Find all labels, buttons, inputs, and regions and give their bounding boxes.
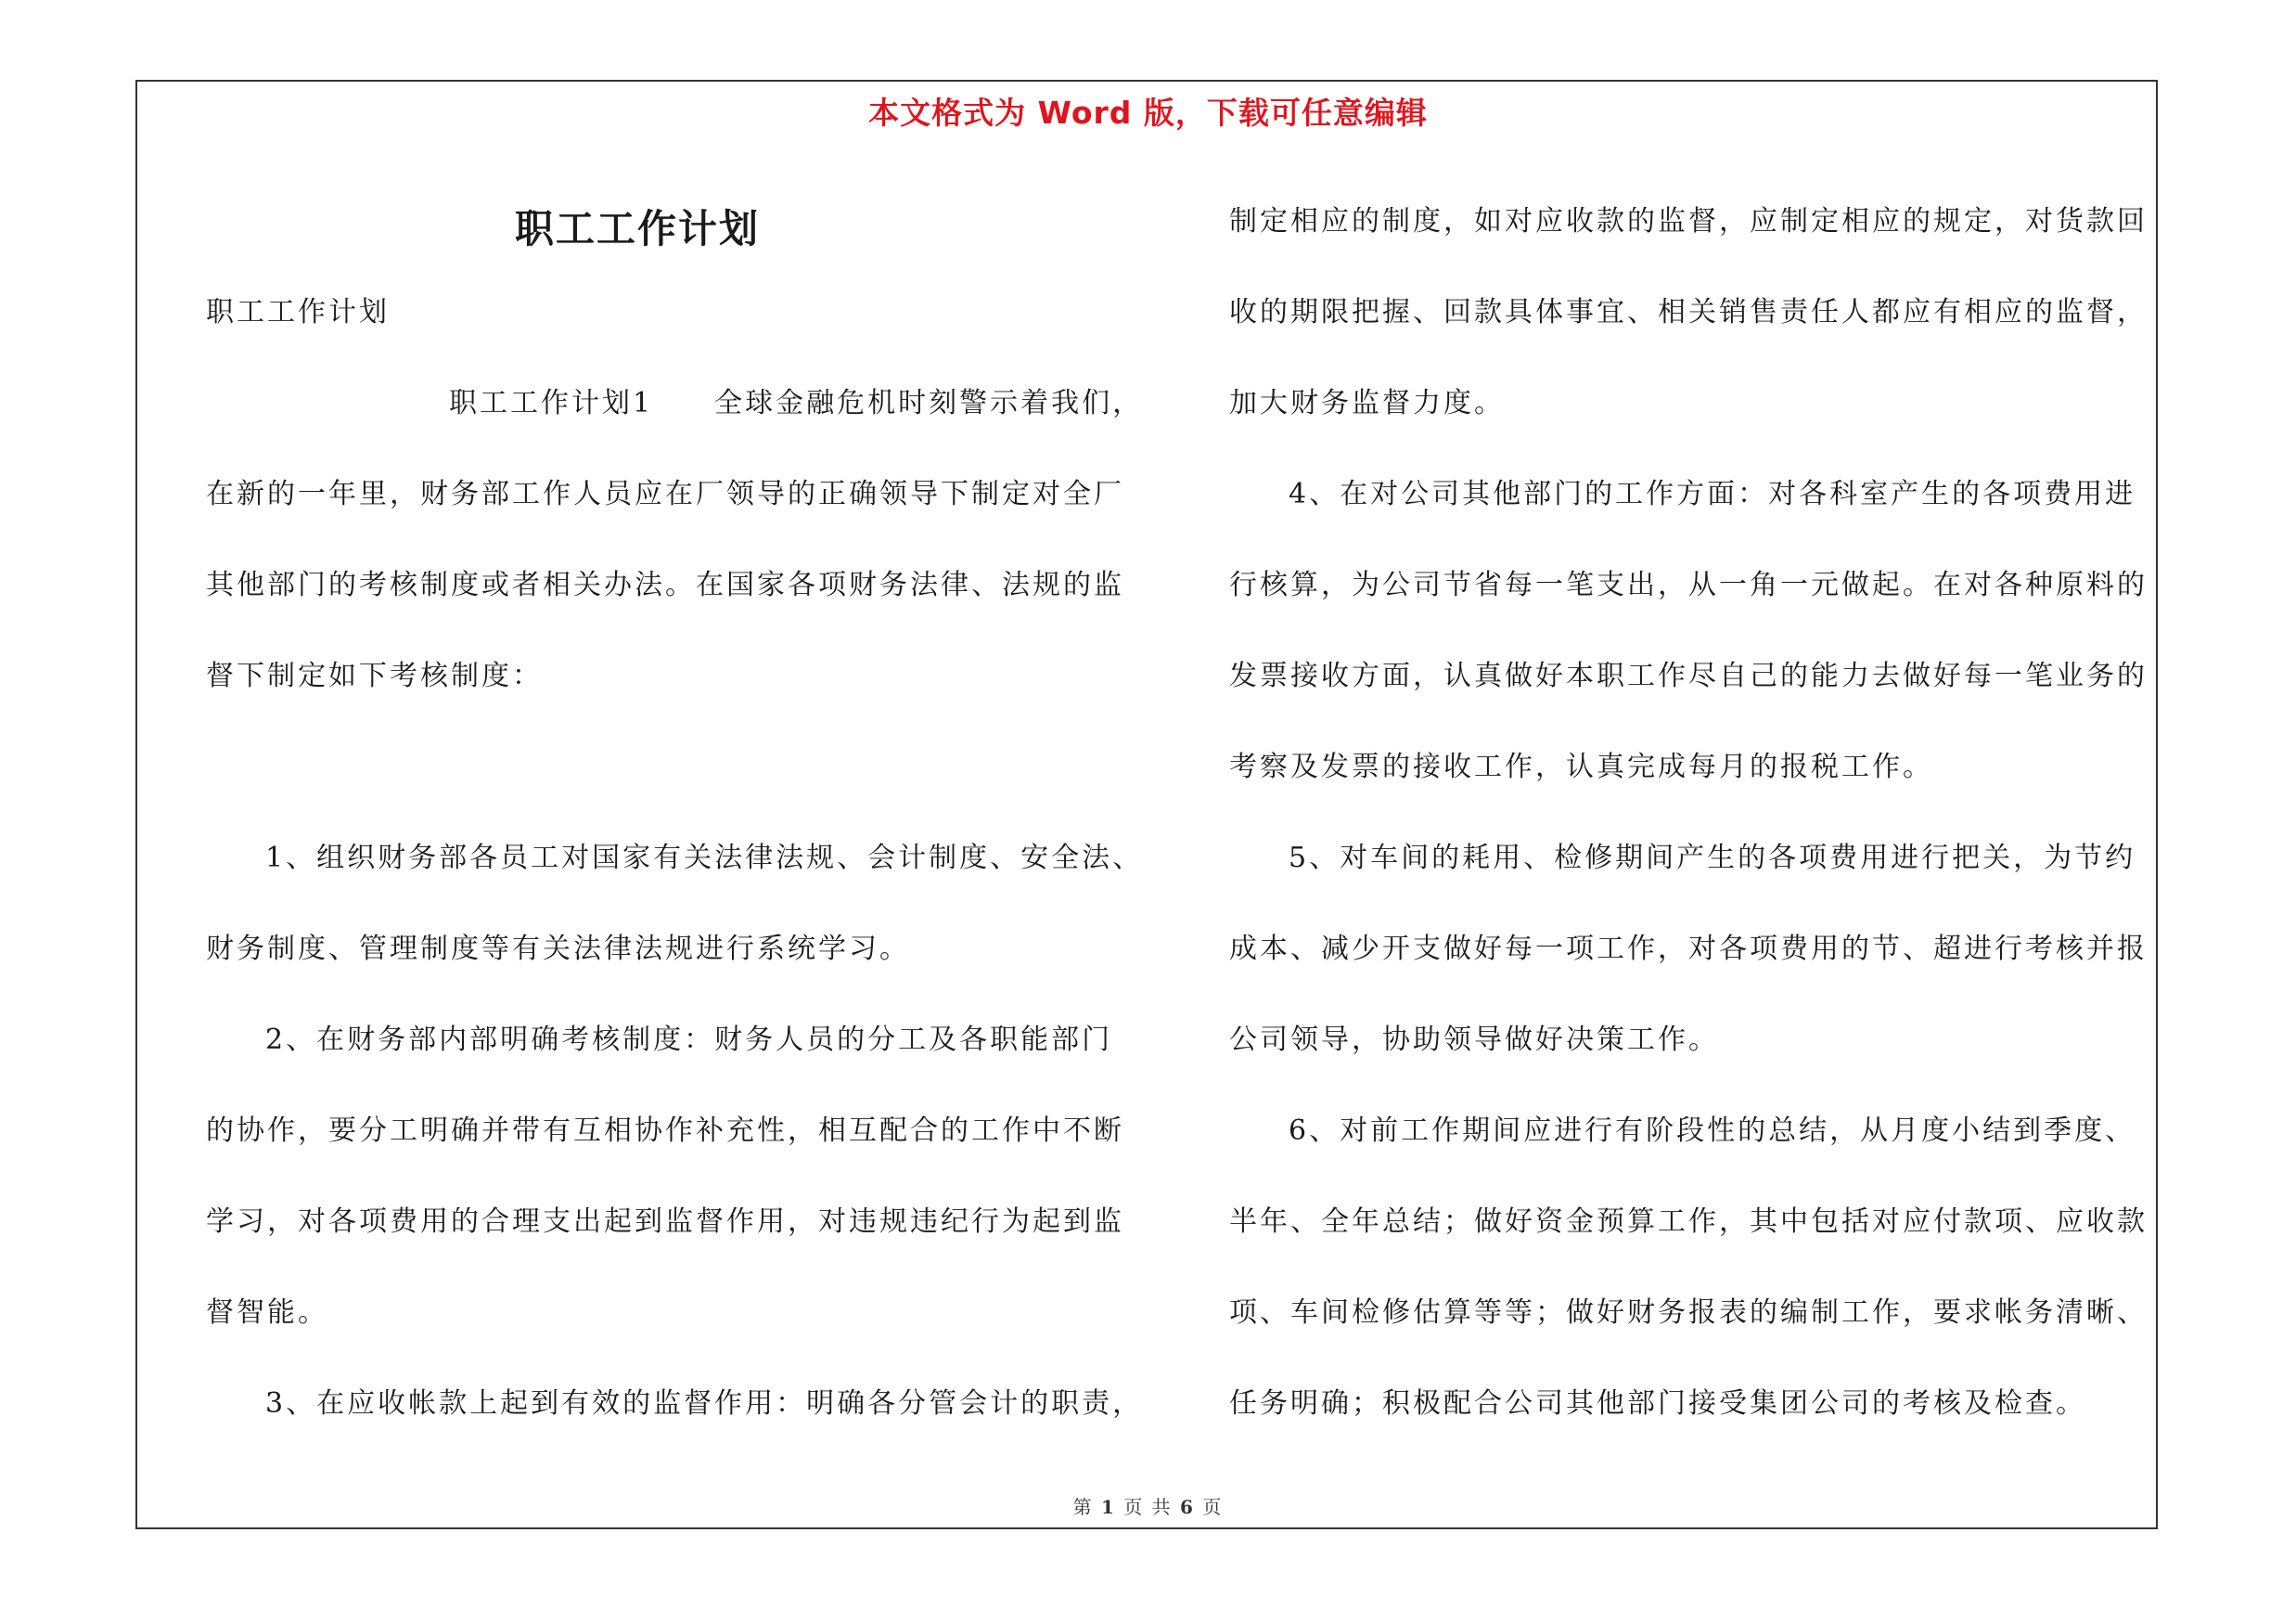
paragraph-line [206,176,1152,267]
page-footer [0,1492,2296,1519]
footer-middle: 页 共 [1123,1496,1173,1518]
paragraph-line: 考察及发票的接收工作，认真完成每月的报税工作。 [1229,751,1933,783]
document-title: 职工工作计划 [514,206,760,251]
footer-total-pages: 6 [1180,1496,1195,1518]
paragraph-line: 1、组织财务部各员工对国家有关法律法规、会计制度、安全法、 [265,842,1144,874]
paragraph-line: 收的期限把握、回款具体事宜、相关销售责任人都应有相应的监督， [1229,296,2148,328]
paragraph-line: 加大财务监督力度。 [1229,387,1505,419]
paragraph-line: 职工工作计划1 全球金融危机时刻警示着我们， [449,387,1144,419]
paragraph-line: 其他部门的考核制度或者相关办法。在国家各项财务法律、法规的监 [206,569,1124,601]
paragraph-line: 制定相应的制度，如对应收款的监督，应制定相应的规定，对货款回 [1229,205,2148,238]
paragraph-line: 在新的一年里，财务部工作人员应在厂领导的正确领导下制定对全厂 [206,478,1124,510]
footer-prefix: 第 [1072,1496,1094,1518]
footer-suffix: 页 [1202,1496,1224,1518]
paragraph-line: 4、在对公司其他部门的工作方面：对各科室产生的各项费用进 [1289,478,2136,510]
paragraph-line: 半年、全年总结；做好资金预算工作，其中包括对应付款项、应收款 [1229,1205,2148,1238]
word-format-banner: 本文格式为 Word 版，下载可任意编辑 [868,95,1428,131]
right-column [1229,176,2168,1449]
paragraph-line: 3、在应收帐款上起到有效的监督作用：明确各分管会计的职责， [265,1387,1144,1420]
paragraph-line: 公司领导，协助领导做好决策工作。 [1229,1024,1719,1056]
paragraph-line: 成本、减少开支做好每一项工作，对各项费用的节、超进行考核并报 [1229,933,2148,965]
paragraph-line: 5、对车间的耗用、检修期间产生的各项费用进行把关，为节约 [1289,842,2136,874]
paragraph-line [206,722,1152,813]
paragraph-line: 的协作，要分工明确并带有互相协作补充性，相互配合的工作中不断 [206,1114,1124,1147]
paragraph-line: 职工工作计划 [206,296,390,328]
paragraph-line: 2、在财务部内部明确考核制度：财务人员的分工及各职能部门 [265,1024,1113,1056]
paragraph-line: 行核算，为公司节省每一笔支出，从一角一元做起。在对各种原料的 [1229,569,2148,601]
paragraph-line: 财务制度、管理制度等有关法律法规进行系统学习。 [206,933,910,965]
paragraph-line: 6、对前工作期间应进行有阶段性的总结，从月度小结到季度、 [1289,1114,2136,1147]
paragraph-line: 项、车间检修估算等等；做好财务报表的编制工作，要求帐务清晰、 [1229,1296,2148,1329]
footer-page-number: 1 [1101,1496,1116,1518]
paragraph-line: 发票接收方面，认真做好本职工作尽自己的能力去做好每一笔业务的 [1229,660,2148,692]
left-column [206,176,1152,1449]
paragraph-line: 督智能。 [206,1296,328,1329]
paragraph-line: 学习，对各项费用的合理支出起到监督作用，对违规违纪行为起到监 [206,1205,1124,1238]
paragraph-line: 督下制定如下考核制度： [206,660,543,692]
paragraph-line: 任务明确；积极配合公司其他部门接受集团公司的考核及检查。 [1229,1387,2086,1420]
